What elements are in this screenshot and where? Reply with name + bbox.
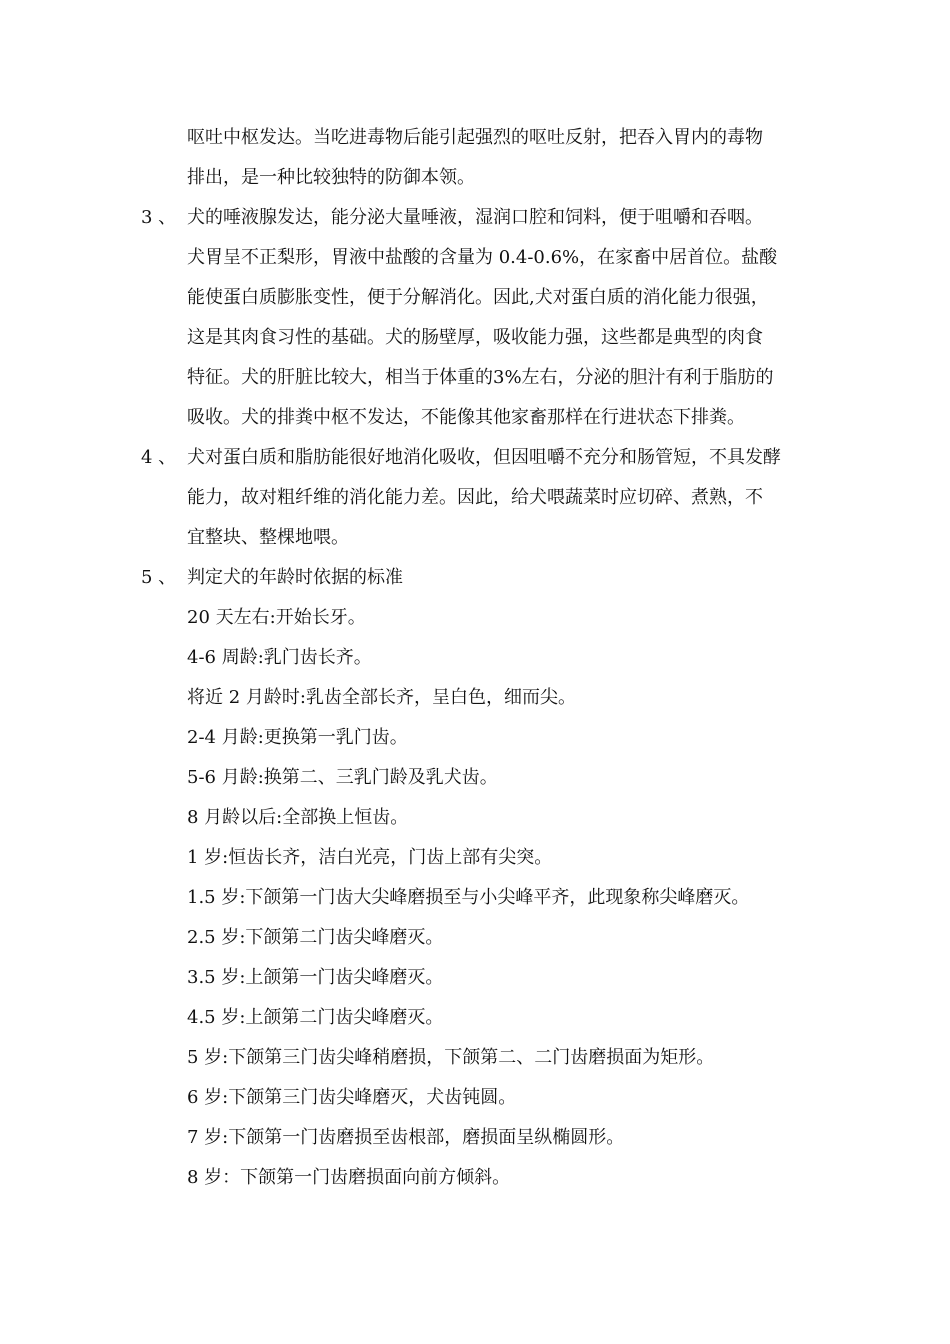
- item-3-line-4: 这是其肉食习性的基础。犬的肠壁厚，吸收能力强，这些都是典型的肉食: [187, 327, 763, 348]
- item-3-line-1: [141, 205, 763, 231]
- item-3-line-3: 能使蛋白质膨胀变性，便于分解消化。因此,犬对蛋白质的消化能力很强，: [187, 287, 769, 308]
- item-5-text: 判定犬的年龄时依据的标准: [187, 567, 403, 588]
- intro-line-2: 排出，是一种比较独特的防御本领。: [187, 167, 475, 188]
- age-item-10: 3.5 岁:上颌第一门齿尖峰磨灭。: [187, 967, 444, 988]
- age-item-11: 4.5 岁:上颌第二门齿尖峰磨灭。: [187, 1007, 444, 1028]
- item-3-line-2: 犬胃呈不正梨形，胃液中盐酸的含量为 0.4-0.6%，在家畜中居首位。盐酸: [187, 247, 778, 268]
- age-item-6: 8 月龄以后:全部换上恒齿。: [187, 807, 409, 828]
- age-item-4: 2-4 月龄:更换第一乳门齿。: [187, 727, 408, 748]
- item-4-text: 犬对蛋白质和脂肪能很好地消化吸收，但因咀嚼不充分和肠管短，不具发酵: [187, 447, 781, 468]
- item-5-line-1: [141, 565, 403, 591]
- item-3-number: 3 、: [141, 207, 177, 228]
- item-4-line-2: 能力，故对粗纤维的消化能力差。因此，给犬喂蔬菜时应切碎、煮熟，不: [187, 487, 763, 508]
- item-4-line-1: [141, 445, 781, 471]
- age-item-14: 7 岁:下颌第一门齿磨损至齿根部，磨损面呈纵椭圆形。: [187, 1127, 625, 1148]
- item-3-line-5: 特征。犬的肝脏比较大，相当于体重的3%左右，分泌的胆汁有利于脂肪的: [187, 367, 774, 388]
- item-3-text: 犬的唾液腺发达，能分泌大量唾液，湿润口腔和饲料，便于咀嚼和吞咽。: [187, 207, 763, 228]
- age-item-9: 2.5 岁:下颌第二门齿尖峰磨灭。: [187, 927, 444, 948]
- age-item-8: 1.5 岁:下颌第一门齿大尖峰磨损至与小尖峰平齐，此现象称尖峰磨灭。: [187, 887, 750, 908]
- age-item-5: 5-6 月龄:换第二、三乳门龄及乳犬齿。: [187, 767, 498, 788]
- item-4-line-3: 宜整块、整棵地喂。: [187, 527, 349, 548]
- item-3-line-6: 吸收。犬的排粪中枢不发达，不能像其他家畜那样在行进状态下排粪。: [187, 407, 745, 428]
- age-item-15: 8 岁：下颌第一门齿磨损面向前方倾斜。: [187, 1167, 511, 1188]
- age-item-13: 6 岁:下颌第三门齿尖峰磨灭，犬齿钝圆。: [187, 1087, 517, 1108]
- item-5-number: 5 、: [141, 567, 177, 588]
- item-4-number: 4 、: [141, 447, 177, 468]
- age-item-12: 5 岁:下颌第三门齿尖峰稍磨损，下颌第二、二门齿磨损面为矩形。: [187, 1047, 715, 1068]
- age-item-7: 1 岁:恒齿长齐，洁白光亮，门齿上部有尖突。: [187, 847, 553, 868]
- age-item-2: 4-6 周龄:乳门齿长齐。: [187, 647, 372, 668]
- age-item-1: 20 天左右:开始长牙。: [187, 607, 366, 628]
- age-item-3: 将近 2 月龄时:乳齿全部长齐，呈白色，细而尖。: [187, 687, 576, 708]
- intro-line-1: 呕吐中枢发达。当吃进毒物后能引起强烈的呕吐反射，把吞入胃内的毒物: [187, 127, 763, 148]
